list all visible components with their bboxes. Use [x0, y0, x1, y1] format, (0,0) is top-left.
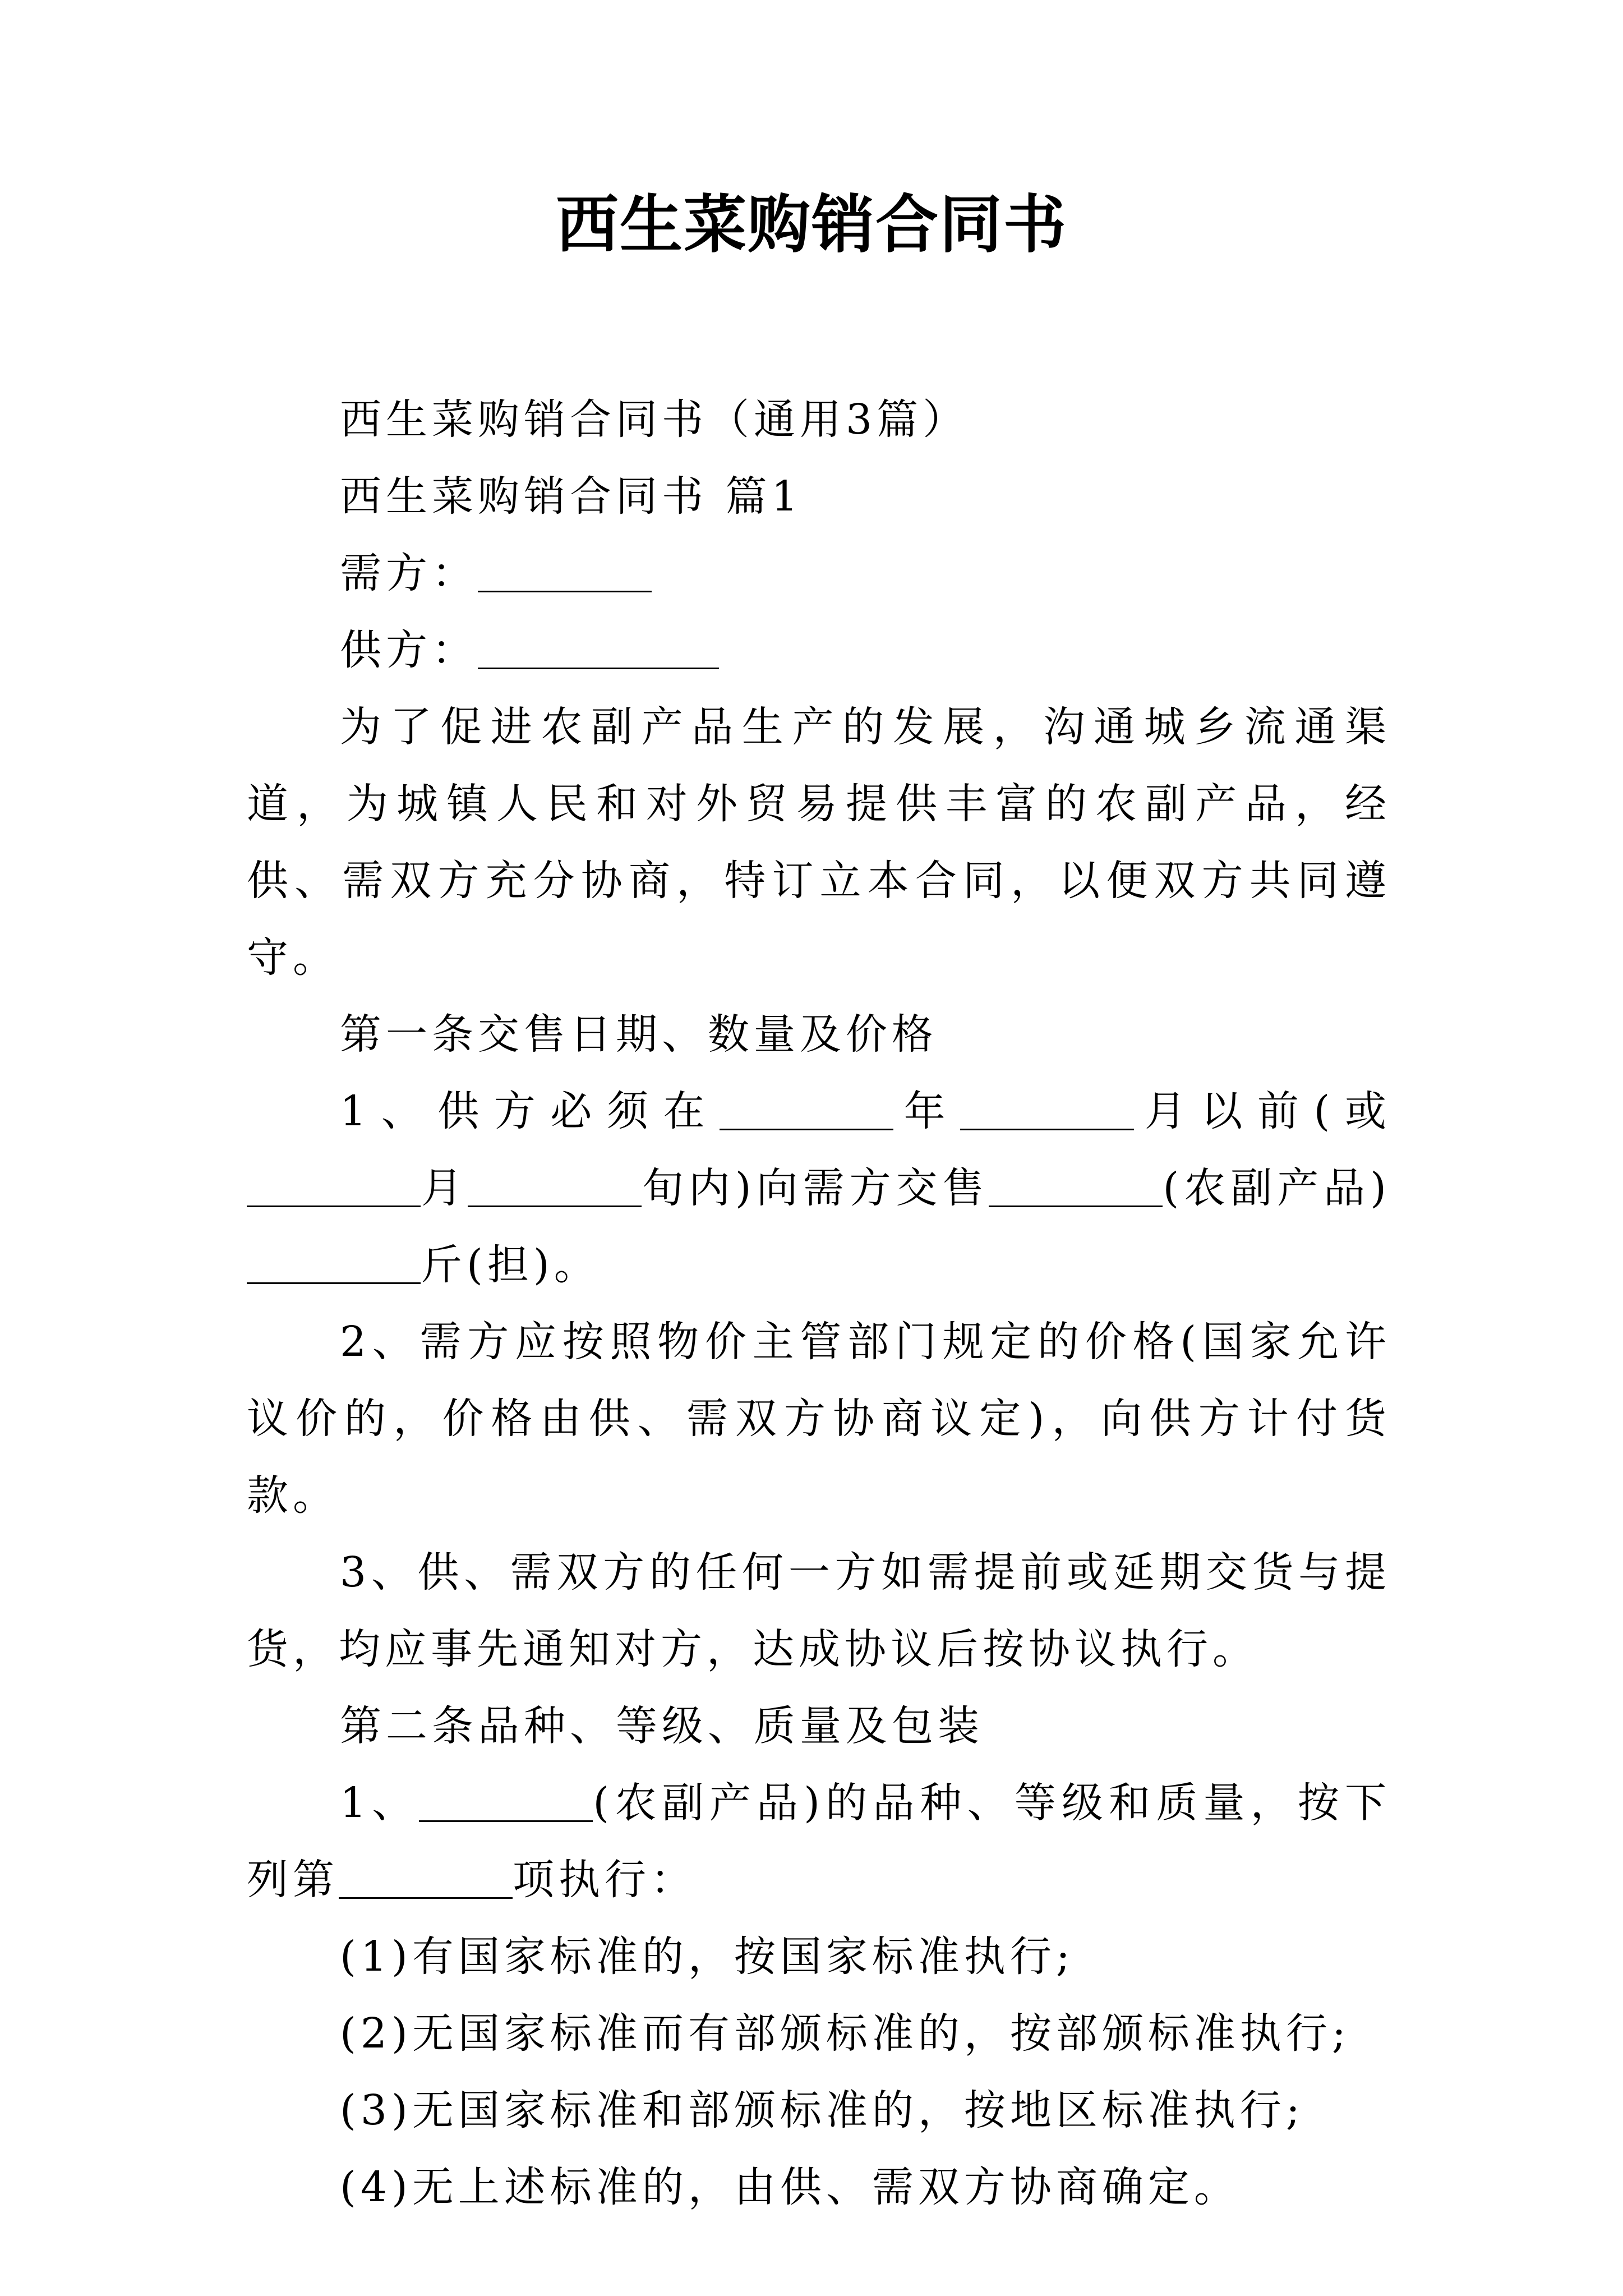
supply-party-line: [247, 612, 1391, 689]
intro-paragraph: 为了促进农副产品生产的发展，沟通城乡流通渠道，为城镇人民和对外贸易提供丰富的农副产品，经供、需双方充分协商，特订立本合同，以便双方共同遵守。: [247, 703, 1391, 982]
clause-text: (农副产品)的品种、等级和质量，按下列第: [247, 1779, 1391, 1904]
product-name-blank: [419, 1779, 593, 1822]
standard-item-1: (1)有国家标准的，按国家标准执行;: [340, 1932, 1075, 1981]
demand-label: 需方：: [340, 549, 478, 597]
period-blank: [468, 1164, 642, 1207]
quantity-blank: [247, 1241, 421, 1284]
item-number-blank: [339, 1856, 513, 1899]
article-1-clause-2: 2、需方应按照物价主管部门规定的价格(国家允许议价的，价格由供、需双方协商议定)，向供方计付货款。: [247, 1318, 1391, 1520]
standard-item-2: (2)无国家标准而有部颁标准的，按部颁标准执行;: [340, 2009, 1350, 2058]
month-blank: [960, 1087, 1134, 1130]
product-blank: [989, 1164, 1163, 1207]
year-blank: [720, 1087, 893, 1130]
demand-blank: [478, 549, 652, 592]
article-1-clause-1: [247, 1073, 1391, 1304]
subtitle: 西生菜购销合同书（通用3篇）: [340, 395, 969, 444]
article-2-title: 第二条品种、等级、质量及包装: [340, 1702, 984, 1750]
section-heading: 西生菜购销合同书 篇1: [340, 472, 803, 521]
supply-label: 供方：: [340, 626, 478, 674]
clause-text: 旬内)向需方交售: [641, 1164, 989, 1212]
standard-item-3: (3)无国家标准和部颁标准的，按地区标准执行;: [340, 2086, 1304, 2134]
article-1-clause-3: 3、供、需双方的任何一方如需提前或延期交货与提货，均应事先通知对方，达成协议后按协议执行。: [247, 1548, 1391, 1673]
clause-text: 项执行：: [513, 1856, 697, 1904]
demand-party-line: [247, 535, 1391, 612]
clause-text: 1、: [340, 1779, 419, 1827]
document-title: 西生菜购销合同书: [556, 188, 1067, 261]
clause-text: 斤(担)。: [421, 1241, 600, 1289]
clause-text: 1、供方必须在: [340, 1087, 720, 1135]
article-2-clause-1: [247, 1765, 1391, 1918]
alt-month-blank: [247, 1164, 421, 1207]
standard-item-4: (4)无上述标准的，由供、需双方协商确定。: [340, 2163, 1240, 2211]
clause-text: 年: [893, 1087, 961, 1135]
clause-text: (农副产品): [1163, 1164, 1391, 1212]
supply-blank: [478, 626, 719, 669]
document-body: [247, 381, 1391, 2226]
clause-text: 月: [421, 1164, 468, 1212]
clause-text: 月以前(或: [1134, 1087, 1391, 1135]
article-1-title: 第一条交售日期、数量及价格: [340, 1010, 938, 1059]
